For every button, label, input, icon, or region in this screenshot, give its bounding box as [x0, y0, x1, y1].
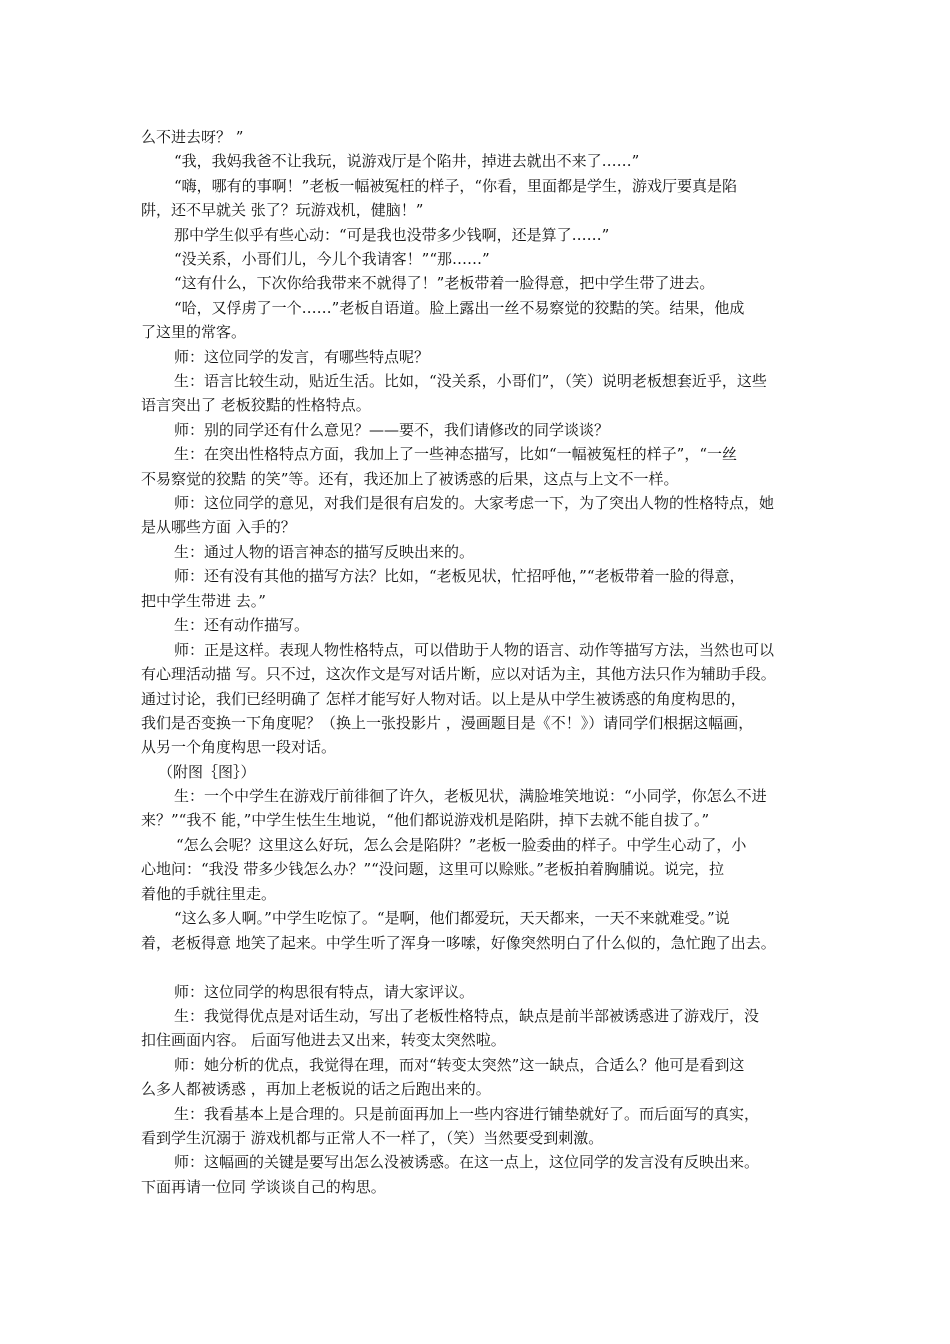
- text-line: 通过讨论，我们已经明确了 怎样才能写好人物对话。以上是从中学生被诱惑的角度构思的，: [141, 690, 746, 708]
- text-line: 心地问：“我没 带多少钱怎么办？”“没问题，这里可以赊账。”老板拍着胸脯说。说完，拉: [141, 860, 724, 878]
- text-line: 师：别的同学还有什么意见？——要不，我们请修改的同学谈谈？: [174, 421, 610, 439]
- text-line: 语言突出了 老板狡黠的性格特点。: [141, 396, 371, 414]
- text-line: 么多人都被诱惑 ，再加上老板说的话之后跑出来的。: [141, 1080, 491, 1098]
- text-line: 么不进去呀？ ”: [141, 128, 244, 146]
- text-line: “怎么会呢？这里这么好玩，怎么会是陷阱？”老板一脸委曲的样子。中学生心动了，小: [176, 836, 747, 854]
- text-line: “这么多人啊。”中学生吃惊了。“是啊，他们都爱玩，天天都来，一天不来就难受。”说: [174, 909, 730, 927]
- text-line: 师：正是这样。表现人物性格特点，可以借助于人物的语言、动作等描写方法，当然也可以: [174, 641, 775, 659]
- text-line: 来？”“我不 能，”中学生怯生生地说，“他们都说游戏机是陷阱，掉下去就不能自拔了。”: [141, 811, 710, 829]
- text-line: 着他的手就往里走。: [141, 885, 277, 903]
- text-line: 不易察觉的狡黠 的笑”等。还有，我还加上了被诱惑的后果，这点与上文不一样。: [141, 470, 679, 488]
- text-line: 扣住画面内容。 后面写他进去又出来，转变太突然啦。: [141, 1031, 506, 1049]
- text-line: 了这里的常客。: [141, 323, 247, 341]
- text-line: 生：一个中学生在游戏厅前徘徊了许久，老板见状，满脸堆笑地说：“小同学，你怎么不进: [174, 787, 767, 805]
- text-line: 师：这幅画的关键是要写出怎么没被诱惑。在这一点上，这位同学的发言没有反映出来。: [174, 1153, 760, 1171]
- text-line: 我们是否变换一下角度呢？（换上一张投影片 ，漫画题目是《不！》）请同学们根据这幅画，: [141, 714, 754, 732]
- text-line: 生：在突出性格特点方面，我加上了一些神态描写，比如“一幅被冤枉的样子”，“一丝: [174, 445, 738, 463]
- text-line: 从另一个角度构思一段对话。: [141, 738, 337, 756]
- text-line: 生：语言比较生动，贴近生活。比如，“没关系，小哥们”，（笑）说明老板想套近乎，这些: [174, 372, 767, 390]
- text-line: 生：还有动作描写。: [174, 616, 310, 634]
- text-line: 师：还有没有其他的描写方法？比如，“老板见状，忙招呼他，”“老板带着一脸的得意，: [174, 567, 745, 585]
- text-line: 师：这位同学的构思很有特点，请大家评议。: [174, 983, 475, 1001]
- text-line: “我，我妈我爸不让我玩，说游戏厅是个陷井，掉进去就出不来了……”: [174, 152, 640, 170]
- text-line: 是从哪些方面 入手的？: [141, 518, 296, 536]
- text-line: 生：我看基本上是合理的。只是前面再加上一些内容进行铺垫就好了。而后面写的真实，: [174, 1105, 760, 1123]
- figure-placeholder: （附图｛图｝）: [158, 763, 256, 781]
- text-line: 生：通过人物的语言神态的描写反映出来的。: [174, 543, 475, 561]
- text-line: 看到学生沉溺于 游戏机都与正常人不一样了，（笑）当然要受到刺激。: [141, 1129, 604, 1147]
- text-line: 师：这位同学的意见，对我们是很有启发的。大家考虑一下，为了突出人物的性格特点，她: [174, 494, 775, 512]
- text-line: “没关系，小哥们儿，今儿个我请客！”“那……”: [174, 250, 490, 268]
- text-line: 师：她分析的优点，我觉得在理，而对“转变太突然”这一缺点，合适么？他可是看到这: [174, 1056, 745, 1074]
- text-line: “嗨，哪有的事啊！”老板一幅被冤枉的样子，“你看，里面都是学生，游戏厅要真是陷: [174, 177, 738, 195]
- text-line: 着，老板得意 地笑了起来。中学生听了浑身一哆嗦，好像突然明白了什么似的，急忙跑了出去。: [141, 934, 776, 952]
- text-line: 生：我觉得优点是对话生动，写出了老板性格特点，缺点是前半部被诱惑进了游戏厅，没: [174, 1007, 760, 1025]
- text-line: “这有什么，下次你给我带来不就得了！”老板带着一脸得意，把中学生带了进去。: [174, 274, 715, 292]
- text-line: 阱，还不早就关 张了？玩游戏机，健脑！”: [141, 201, 424, 219]
- text-line: 下面再请一位同 学谈谈自己的构思。: [141, 1178, 386, 1196]
- text-line: 那中学生似乎有些心动：“可是我也没带多少钱啊，还是算了……”: [174, 226, 610, 244]
- text-line: 师：这位同学的发言，有哪些特点呢？: [174, 348, 430, 366]
- text-line: “哈，又俘虏了一个……”老板自语道。脸上露出一丝不易察觉的狡黠的笑。结果，他成: [174, 299, 745, 317]
- text-line: 有心理活动描 写。只不过，这次作文是写对话片断，应以对话为主，其他方法只作为辅助手段。: [141, 665, 776, 683]
- text-line: 把中学生带进 去。”: [141, 592, 266, 610]
